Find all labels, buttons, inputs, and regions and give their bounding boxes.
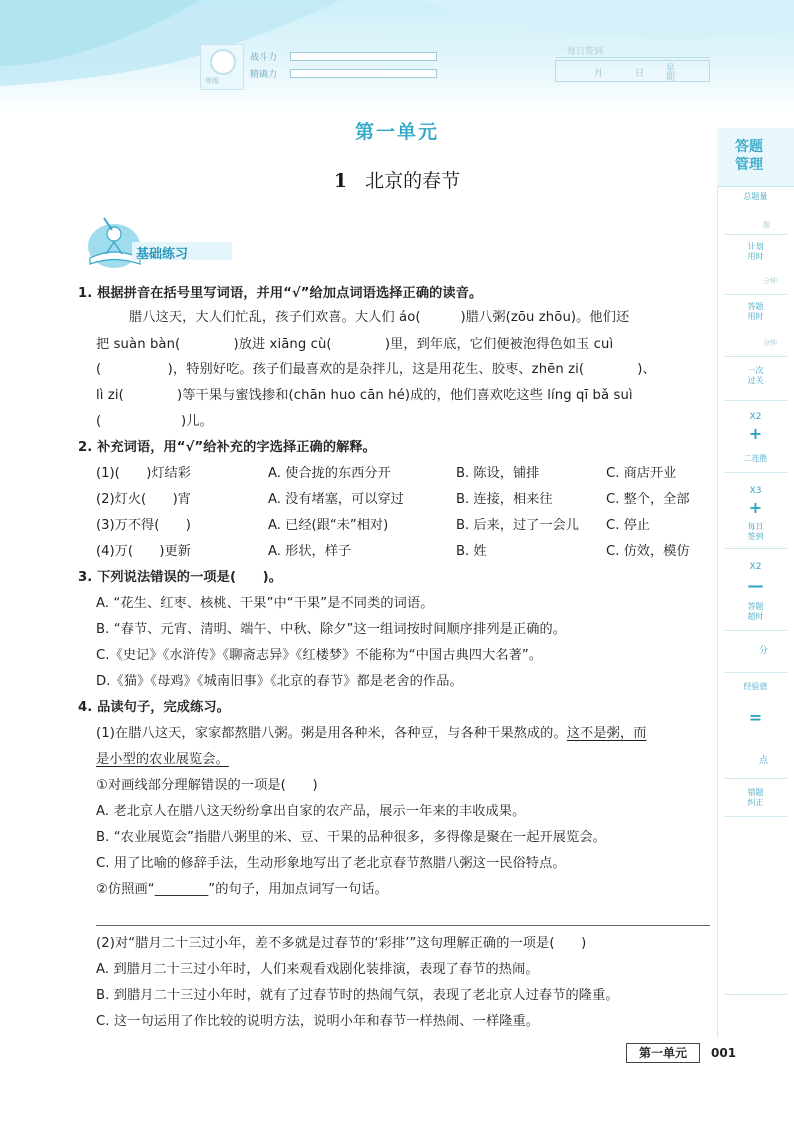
sidebar-wrong-1: 错题	[747, 788, 764, 797]
q2-row-word: (3)万不得( )	[96, 518, 191, 533]
q4-prompt: 4. 品读句子，完成练习。	[78, 700, 230, 715]
signin-day: 日	[635, 69, 645, 79]
avatar-icon	[210, 49, 236, 75]
q1-line2: 把 suàn bàn( )放进 xiāng cù( )里，到年底，它们便被泡得色如玉 cuì	[96, 337, 614, 352]
sidebar-score-unit: 分	[758, 646, 768, 656]
q2-row-option-c: C. 停止	[606, 518, 650, 533]
sidebar-divider	[725, 548, 787, 549]
sidebar-x2: X2	[749, 412, 762, 422]
q4-sub1-prompt: ①对画线部分理解错误的一项是( )	[96, 778, 318, 793]
q3-prompt: 3. 下列说法错误的一项是( )。	[78, 570, 283, 585]
sidebar-x3: X3	[749, 486, 762, 496]
q1-line1: 腊八这天，大人们忙乱，孩子们欢喜。大人们 áo( )腊八粥(zōu zhōu)。他们还	[129, 310, 630, 325]
sidebar-answer-time-1: 答题	[747, 302, 764, 311]
sidebar-answer-unit: 分钟	[763, 339, 777, 347]
q2-row-option-b: B. 陈设，铺排	[456, 466, 540, 481]
sidebar-total: 总题量	[743, 192, 768, 201]
q3-option-a: A. “花生、红枣、核桃、干果”中“干果”是不同类的词语。	[96, 596, 434, 611]
q2-row-option-a: A. 已经(跟“未”相对)	[268, 518, 389, 533]
q3-option-b: B. “春节、元宵、清明、端午、中秋、除夕”这一组词按时间顺序排列是正确的。	[96, 622, 567, 637]
lesson-name: 北京的春节	[365, 170, 461, 192]
signin-date-field	[555, 60, 710, 82]
sidebar-overtime-2: 超时	[747, 612, 764, 621]
lesson-title	[0, 166, 794, 193]
q4-sub1-option-a: A. 老北京人在腊八这天纷纷拿出自家的农产品，展示一年来的丰收成果。	[96, 804, 526, 819]
sidebar-points-unit: 点	[758, 756, 768, 766]
q2-row-option-a: A. 没有堵塞，可以穿过	[268, 492, 404, 507]
sidebar-divider	[725, 630, 787, 631]
sidebar-plan-unit: 分钟	[763, 277, 777, 285]
sidebar-divider	[725, 778, 787, 779]
q1-line3: ( )，特别好吃。孩子们最喜欢的是杂拌儿，这是用花生、胶枣、zhēn zi( )、	[96, 362, 656, 377]
sidebar-equals: =	[748, 708, 763, 727]
q2-row-option-b: B. 后来，过了一会儿	[456, 518, 579, 533]
sidebar-daily-1: 每日	[747, 522, 764, 531]
daily-signin-box	[555, 42, 710, 84]
q4-part2-prompt: (2)对“腊月二十三过小年，差不多就是过春节的‘彩排’”这句理解正确的一项是( )	[96, 936, 587, 951]
q4-sub2-prompt: ②仿照画“________”的句子，用加点词写一句话。	[96, 882, 388, 897]
lesson-number: 1	[333, 170, 348, 192]
level-badge	[200, 44, 244, 90]
q2-row-option-c: C. 仿效，模仿	[606, 544, 690, 559]
signin-month: 月	[594, 69, 604, 79]
q4-passage-text: (1)在腊八这天，家家都熬腊八粥。粥是用各种米，各种豆，与各种干果熬成的。	[96, 726, 567, 741]
q4-part2-option-b: B. 到腊月二十三过小年时，就有了过春节时的热闹气氛，表现了老北京人过春节的隆重。	[96, 988, 619, 1003]
q1-prompt: 1. 根据拼音在括号里写词语，并用“√”给加点词语选择正确的读音。	[78, 286, 483, 301]
q1-line5: ( )儿。	[96, 414, 213, 429]
sidebar-once-1: 一次	[747, 366, 764, 375]
section-label: 基础练习	[136, 247, 189, 262]
sidebar-head-2: 管理	[735, 157, 763, 173]
stat2-bar	[290, 69, 437, 78]
q3-option-c: C.《史记》《水浒传》《聊斋志异》《红楼梦》不能称为“中国古典四大名著”。	[96, 648, 543, 663]
sidebar-daily-2: 签到	[747, 532, 764, 541]
sidebar-head-1: 答题	[735, 139, 763, 155]
stat1-label: 战斗力	[250, 53, 278, 63]
sidebar-divider	[725, 400, 787, 401]
q4-sub1-option-b: B. “农业展览会”指腊八粥里的米、豆、干果的品种很多，多得像是聚在一起开展览会。	[96, 830, 606, 845]
sidebar-divider	[725, 672, 787, 673]
sidebar-plus-1: +	[748, 424, 763, 443]
q2-row-word: (2)灯火( )宵	[96, 492, 191, 507]
sidebar-answer-time-2: 用时	[747, 312, 764, 321]
sidebar-divider	[725, 994, 787, 995]
sidebar-combo: 二连胜	[743, 454, 768, 463]
unit-title: 第一单元	[354, 121, 439, 143]
page-number: 001	[711, 1046, 737, 1060]
stat2-label: 精确力	[250, 70, 278, 80]
q2-row-word: (1)( )灯结彩	[96, 466, 191, 481]
sidebar-header	[717, 128, 794, 187]
level-label: 等级	[205, 77, 219, 85]
sidebar-plus-2: +	[748, 498, 763, 517]
q1-line4: lì zi( )等干果与蜜饯掺和(chān huo cān hé)成的，他们喜欢吃这些 líng qī bǎ suì	[96, 388, 633, 403]
q2-row-option-c: C. 整个，全部	[606, 492, 690, 507]
q2-row-option-a: A. 形状，样子	[268, 544, 352, 559]
q2-prompt: 2. 补充词语，用“√”给补充的字选择正确的解释。	[78, 440, 376, 455]
sidebar-divider	[725, 356, 787, 357]
q4-passage-line1	[96, 722, 647, 741]
q2-row-option-a: A. 使合拢的东西分开	[268, 466, 391, 481]
q2-row-option-b: B. 连接，相来往	[456, 492, 553, 507]
signin-week-1: 星	[666, 64, 676, 74]
sidebar-x2b: X2	[749, 562, 762, 572]
q4-part2-option-c: C. 这一句运用了作比较的说明方法，说明小年和春节一样热闹、一样隆重。	[96, 1014, 540, 1029]
q3-option-d: D.《猫》《母鸡》《城南旧事》《北京的春节》都是老舍的作品。	[96, 674, 463, 689]
sidebar-divider	[725, 294, 787, 295]
sidebar-minus: —	[747, 576, 764, 595]
answer-line[interactable]	[96, 925, 710, 926]
stat1-bar	[290, 52, 437, 61]
sidebar-wrong-2: 纠正	[747, 798, 764, 807]
sidebar-plan-time-2: 用时	[747, 252, 764, 261]
sidebar-plan-time-1: 计划	[747, 242, 764, 251]
q2-row-word: (4)万( )更新	[96, 544, 191, 559]
sidebar-divider	[725, 816, 787, 817]
q2-row-option-b: B. 姓	[456, 544, 487, 559]
q4-part2-option-a: A. 到腊月二十三过小年时，人们来观看戏剧化装排演，表现了春节的热闹。	[96, 962, 539, 977]
sidebar-once-2: 过关	[747, 376, 764, 385]
sidebar-total-unit: 题	[763, 221, 770, 229]
signin-title: 每日签到	[567, 47, 604, 57]
q2-row-option-c: C. 商店开业	[606, 466, 677, 481]
footer-unit-label: 第一单元	[626, 1043, 700, 1063]
q4-underlined-text: 这不是粥，而	[566, 726, 647, 741]
q4-passage-line2: 是小型的农业展览会。	[96, 752, 229, 767]
q4-sub1-option-c: C. 用了比喻的修辞手法，生动形象地写出了老北京春节熬腊八粥这一民俗特点。	[96, 856, 566, 871]
sidebar-overtime-1: 答题	[747, 602, 764, 611]
sidebar-exp: 经验值	[743, 682, 768, 691]
sidebar-divider	[725, 234, 787, 235]
sidebar-divider	[725, 472, 787, 473]
signin-divider	[555, 57, 710, 58]
signin-week-2: 期	[666, 73, 676, 83]
answer-management-sidebar	[717, 128, 794, 1058]
